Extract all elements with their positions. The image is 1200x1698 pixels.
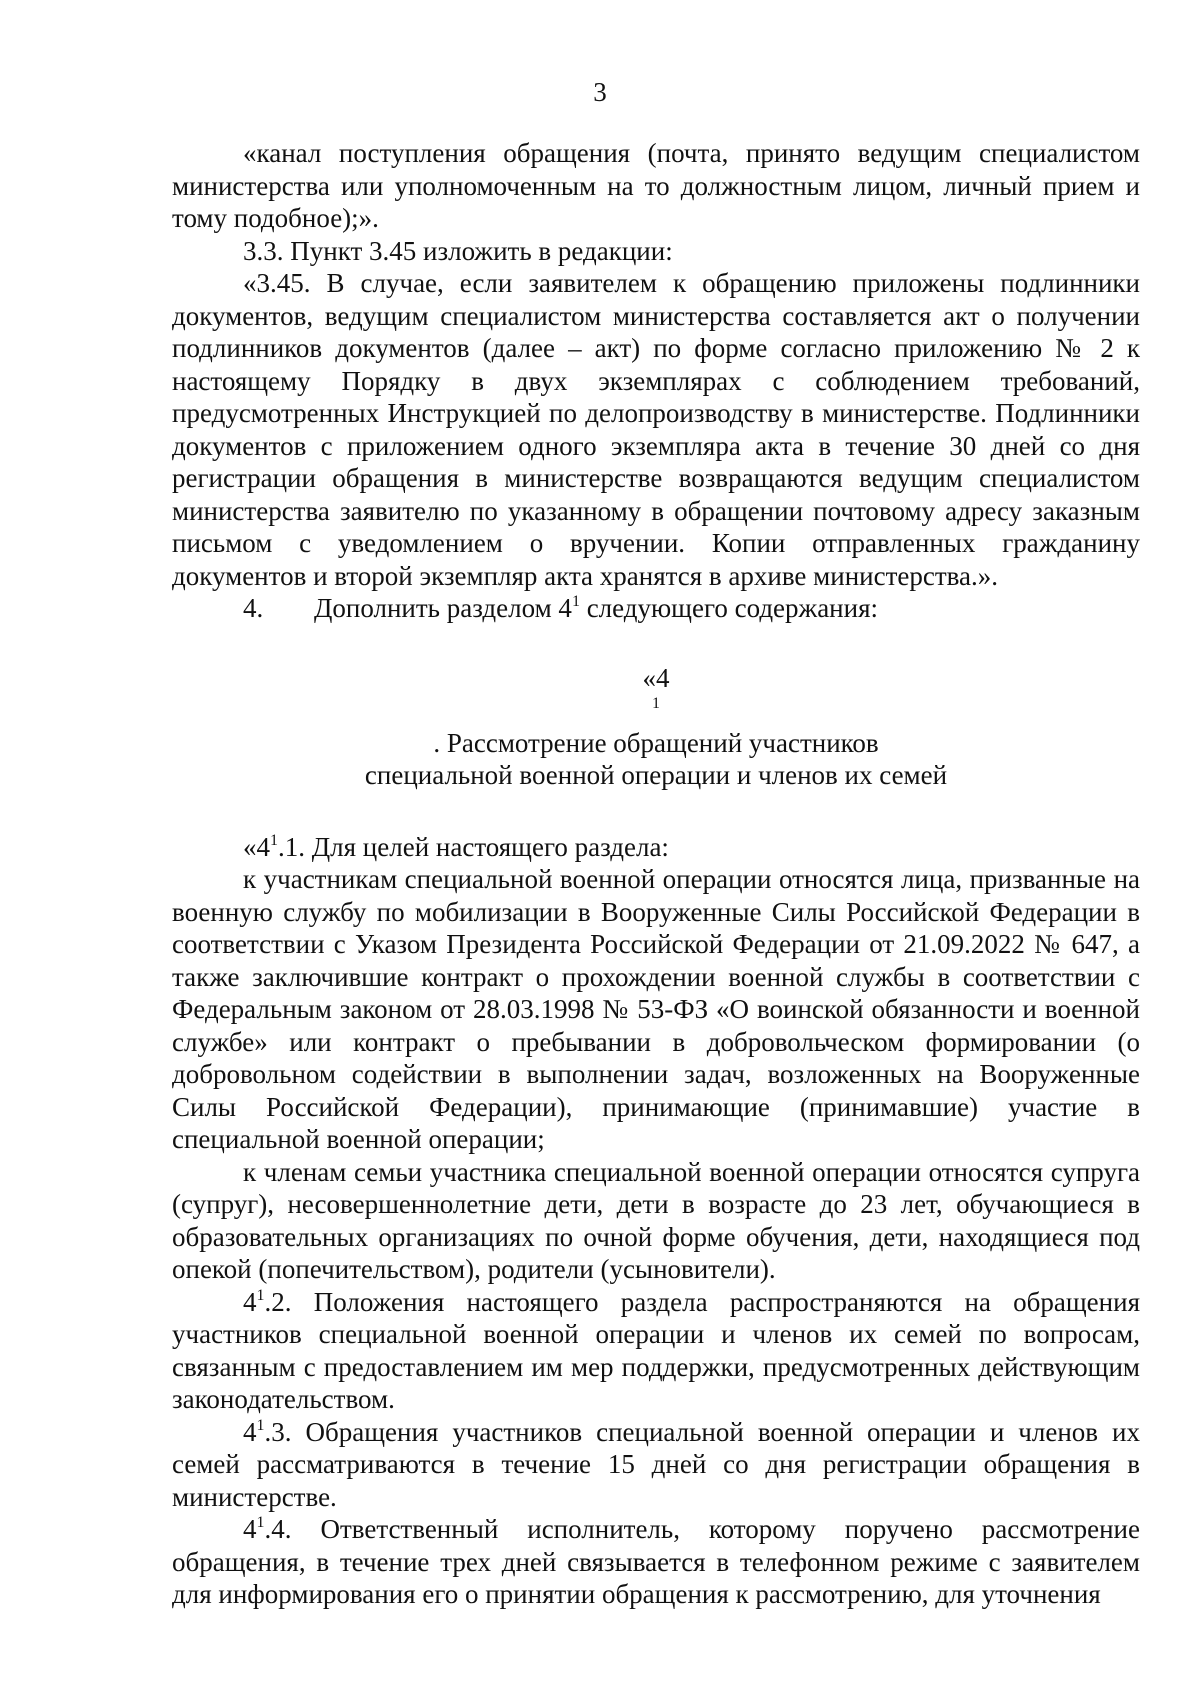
section-title-superscript: 1 — [652, 695, 660, 712]
subsection-4-1-2-prefix: 4 — [243, 1286, 257, 1317]
section-title-line-1-text: . Рассмотрение обращений участников — [433, 727, 879, 758]
subsection-4-1-4-superscript: 1 — [256, 1514, 265, 1531]
paragraph-clause-3-3: 3.3. Пункт 3.45 изложить в редакции: — [243, 235, 673, 266]
subsection-4-1-2 — [172, 1286, 1140, 1416]
subsection-4-1-4-prefix: 4 — [243, 1514, 257, 1544]
definition-family-members: к членам семьи участника специальной военной операции относятся супруга (супруг), несовершеннолетние дети, дети в возрасте до 23 лет, обучающиеся в образовательных организациях по очной форме обучения, дети, находящиеся под опекой (попечительством), родители (усыновители). — [172, 1156, 1140, 1284]
subsection-4-1-3 — [172, 1416, 1140, 1514]
subsection-4-1-1-text: .1. Для целей настоящего раздела: — [278, 831, 669, 862]
section-title — [172, 662, 1140, 792]
section-title-prefix: «4 — [642, 662, 670, 693]
document-body — [172, 137, 1140, 1611]
subsection-4-1-4 — [172, 1513, 1140, 1611]
subsection-4-1-4-text: .4. Ответственный исполнитель, которому поручено рассмотрение обращения, в течение трех дней связывается в телефонном режиме с заявителем для информирования его о принятии обращения к рассмотрению, для уточнения — [172, 1514, 1140, 1609]
paragraph-clause-3-45: «3.45. В случае, если заявителем к обращению приложены подлинники документов, ведущим специалистом министерства составляется акт о получении подлинников документов (далее – акт) по форме согласно приложению № 2 к настоящему Порядку в двух экземплярах с соблюдением требований, предусмотренных Инструкцией по делопроизводству в министерстве. Подлинники документов с приложением одного экземпляра акта в течение 30 дней со дня регистрации обращения в министерстве возвращаются ведущим специалистом министерства заявителю по указанному в обращении почтовому адресу заказным письмом с уведомлением о вручении. Копии отправленных гражданину документов и второй экземпляр акта хранятся в архиве министерства.». — [172, 268, 1140, 591]
item-4-superscript: 1 — [571, 593, 580, 610]
page-number: 3 — [593, 77, 607, 107]
item-4-text: Дополнить разделом 4 — [314, 593, 572, 623]
section-title-line-1 — [172, 662, 1140, 760]
subsection-4-1-3-text: .3. Обращения участников специальной военной операции и членов их семей рассматриваются в течение 15 дней со дня регистрации обращения в министерстве. — [172, 1416, 1140, 1512]
paragraph-channel-clause: «канал поступления обращения (почта, принято ведущим специалистом министерства или уполномоченным на то должностным лицом, личный прием и тому подобное);». — [172, 138, 1140, 233]
subsection-4-1-2-superscript: 1 — [256, 1286, 265, 1304]
item-4-text-rest: следующего содержания: — [579, 593, 878, 623]
item-4 — [172, 592, 1140, 625]
definition-participants: к участникам специальной военной операции относятся лица, призванные на военную службу по мобилизации в Вооруженные Силы Российской Федерации в соответствии с Указом Президента Российской Федерации от 21.09.2022 № 647, а также заключившие контракт о прохождении военной службы в соответствии с Федеральным законом от 28.03.1998 № 53-ФЗ «О воинской обязанности и военной службе» или контракт о пребывании в добровольческом формировании (о добровольном содействии в выполнении задач, возложенных на Вооруженные Силы Российской Федерации), принимающие (принимавшие) участие в специальной военной операции; — [172, 864, 1140, 1154]
subsection-4-1-2-text: .2. Положения настоящего раздела распространяются на обращения участников специальной военной операции и членов их семей по вопросам, связанным с предоставлением им мер поддержки, предусмотренных действующим законодательством. — [172, 1286, 1140, 1414]
section-title-line-2: специальной военной операции и членов их семей — [364, 760, 948, 790]
subsection-4-1-3-superscript: 1 — [256, 1416, 265, 1434]
item-4-number: 4. — [243, 593, 264, 623]
subsection-4-1-1-superscript: 1 — [270, 831, 278, 849]
subsection-4-1-3-prefix: 4 — [243, 1416, 257, 1447]
subsection-4-1-1-prefix: «4 — [243, 831, 270, 862]
subsection-4-1-1 — [172, 831, 1140, 864]
